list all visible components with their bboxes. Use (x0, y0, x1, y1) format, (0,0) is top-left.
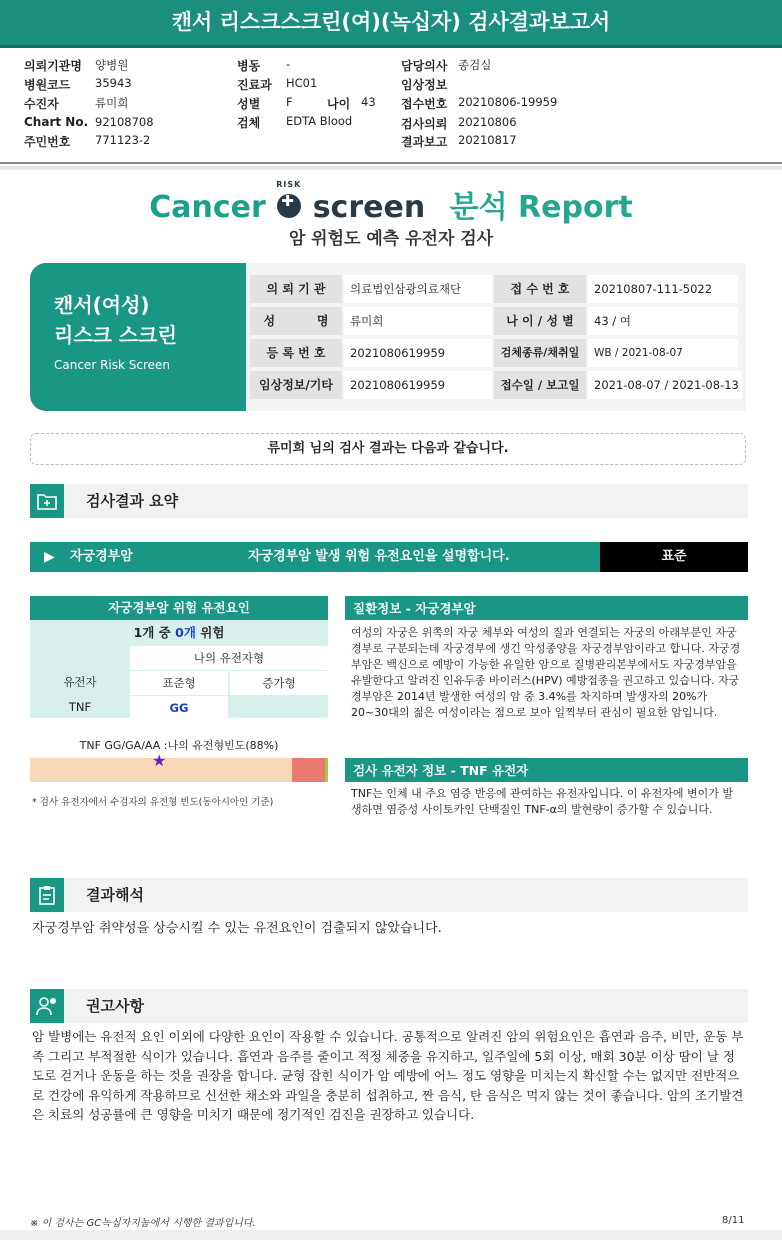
cancer-name: 자궁경부암 (70, 549, 133, 564)
report-date-value: 20210817 (458, 133, 517, 147)
status-badge: 표준 (600, 542, 748, 572)
frequency-bar (30, 758, 328, 782)
ward-label: 병동 (237, 59, 261, 73)
divider (0, 166, 782, 170)
ward-value: - (286, 57, 291, 71)
card-line1: 캔서(여성) (54, 293, 150, 317)
frequency-note: * 검사 유전자에서 수검자의 유전형 빈도(동아시아인 기준) (32, 797, 274, 808)
disease-info-box (345, 596, 748, 721)
footer-note: ※ 이 검사는 GC녹십자지놈에서 시행한 결과입니다. (30, 1218, 256, 1229)
gene-info-text: TNF는 인체 내 주요 염증 반응에 관여하는 유전자입니다. 이 유전자에 변이가 발생하면 염증성 사이토카인 단백질인 TNF-α의 발현량이 증가할 수 있습니다. (351, 787, 734, 816)
disease-info-text: 여성의 자궁은 위쪽의 자궁 체부와 여성의 질과 연결되는 자궁의 아래부분인 자궁경부로 구분되는데 자궁경부에 생긴 악성종양을 자궁경부암이라고 합니다. 자궁경부암은 백신으로 예방이 가능한 유일한 암으로 질병관리본부에서도 자궁경부암을 유발한다고 알려진 인유두종 바이러스(HPV) 예방접종을 권고하고 있습니다. 자궁경부암은 2014년 발생한 여성의 암 중 3.4%를 차지하며 발생자의 20%가 20~30대의 젊은 여성이라는 점으로 보아 일찍부터 관심이 필요한 암입니다. (351, 626, 741, 719)
dates-value: 2021-08-07 / 2021-08-13 (588, 371, 742, 399)
count-value: 0개 (175, 625, 196, 640)
brand-logo (0, 180, 782, 225)
advice-title: 권고사항 (86, 997, 144, 1015)
doctor-consult-icon (30, 989, 64, 1023)
count-suffix: 위험 (200, 625, 225, 640)
test-card (30, 263, 246, 411)
card-line3: Cancer Risk Screen (54, 358, 171, 372)
specimen-value: EDTA Blood (286, 114, 353, 128)
advice-section-header (30, 989, 748, 1023)
doctor-label: 담당의사 (401, 59, 448, 73)
frequency-label: TNF GG/GA/AA :나의 유전형빈도(88%) (79, 739, 279, 752)
frequency-bar-segment-green (325, 758, 328, 782)
request-value: 20210806 (458, 115, 517, 129)
inst-value: 의료법인삼광의료재단 (344, 275, 492, 303)
cancer-description: 자궁경부암 발생 위험 유전요인을 설명합니다. (248, 549, 510, 564)
recv-label: 접 수 번 호 (494, 275, 586, 303)
chart-value: 92108708 (95, 115, 154, 129)
result-notice: 류미희 님의 검사 결과는 다음과 같습니다. (30, 433, 746, 465)
reg-label: 등 록 번 호 (250, 339, 342, 367)
star-icon: ★ (152, 751, 167, 770)
cancer-bar (30, 542, 748, 572)
name-value: 류미희 (344, 307, 492, 335)
col-increase: 증가형 (230, 671, 328, 695)
brand-report: 분석 Report (449, 190, 633, 225)
interpretation-title: 결과해석 (86, 886, 144, 904)
examinee-label: 수진자 (24, 97, 59, 111)
summary-title: 검사결과 요약 (86, 492, 179, 510)
risk-logo-icon: ✚ RISK (276, 193, 302, 219)
brand-cancer: Cancer (149, 190, 266, 225)
sex-value: F (286, 95, 293, 109)
age-label: 나이 (327, 97, 351, 111)
genotype-table (30, 644, 328, 718)
request-label: 검사의뢰 (401, 117, 448, 131)
play-triangle-icon: ▶ (44, 549, 55, 565)
reg-value: 2021080619959 (344, 339, 492, 367)
brand-screen: screen (312, 190, 426, 225)
clin-value: 2021080619959 (344, 371, 492, 399)
name-label: 성 명 (250, 307, 342, 335)
count-prefix: 1개 중 (133, 625, 171, 640)
col-standard: 표준형 (130, 671, 228, 695)
spec-value: WB / 2021-08-07 (588, 339, 738, 367)
rrn-value: 771123-2 (95, 133, 151, 147)
agesex-value: 43 / 여 (588, 307, 738, 335)
gene-info-box (345, 758, 748, 818)
brand-risk: RISK (276, 180, 302, 189)
hospital-code-value: 35943 (95, 76, 132, 90)
dept-label: 진료과 (237, 78, 272, 92)
dates-label: 접수일 / 보고일 (494, 371, 586, 399)
chart-label: Chart No. (24, 115, 89, 129)
inst-label: 의 뢰 기 관 (250, 275, 342, 303)
gene-box-title: 자궁경부암 위험 유전요인 (30, 596, 328, 620)
gene-risk-box (30, 596, 328, 718)
standard-value: GG (130, 696, 228, 720)
agesex-label: 나 이 / 성 별 (494, 307, 586, 335)
interpretation-section-header (30, 878, 748, 912)
specimen-label: 검체 (237, 116, 261, 130)
medical-folder-icon (30, 484, 64, 518)
patient-info-block (0, 52, 782, 164)
my-genotype-header: 나의 유전자형 (130, 646, 328, 670)
hospital-code-label: 병원코드 (24, 78, 71, 92)
gene-info-title: 검사 유전자 정보 - TNF 유전자 (345, 758, 748, 782)
receipt-label: 접수번호 (401, 97, 448, 111)
institution-value: 양병원 (95, 58, 129, 72)
recv-value: 20210807-111-5022 (588, 275, 738, 303)
spec-label: 검체종류/채취일 (494, 339, 586, 367)
card-line2: 리스크 스크린 (54, 323, 177, 347)
receipt-value: 20210806-19959 (458, 95, 558, 109)
clinical-label: 임상정보 (401, 78, 448, 92)
summary-section-header (30, 484, 748, 518)
report-date-label: 결과보고 (401, 135, 448, 149)
rrn-label: 주민번호 (24, 135, 71, 149)
doctor-value: 종검실 (458, 58, 492, 72)
report-header (0, 0, 782, 48)
detail-table (246, 263, 746, 411)
clipboard-icon (30, 878, 64, 912)
age-value: 43 (361, 95, 376, 109)
footer-band (0, 1230, 782, 1240)
examinee-value: 류미희 (95, 96, 129, 110)
report-title: 캔서 리스크스크린(여)(녹십자) 검사결과보고서 (171, 10, 611, 34)
gene-name: TNF (68, 700, 92, 714)
dept-value: HC01 (286, 76, 318, 90)
advice-text: 암 발병에는 유전적 요인 이외에 다양한 요인이 작용할 수 있습니다. 공통적으로 알려진 암의 위험요인은 흡연과 음주, 비만, 운동 부족 그리고 부적절한 식이가 있습니다. 흡연과 음주를 줄이고 적정 체중을 유지하고, 일주일에 5회 이상, 매회 30분 이상 땀이 날 정도로 걷거나 운동을 하는 것을 권장을 합니다. 균형 잡힌 식이가 암 예방에 어느 정도 영향을 미치는지 확신할 수는 없지만 전반적으로 건강에 유익하게 작용하므로 신선한 채소와 과일을 충분히 섭취하고, 짠 음식, 탄 음식은 먹지 않는 것이 좋습니다. 암의 조기발견은 치료의 성공률에 큰 영향을 미치기 때문에 정기적인 검진을 권장하고 있습니다. (32, 1029, 744, 1122)
disease-info-title: 질환정보 - 자궁경부암 (345, 596, 748, 620)
clin-label: 임상정보/기타 (250, 371, 342, 399)
interpretation-text: 자궁경부암 취약성을 상승시킬 수 있는 유전요인이 검출되지 않았습니다. (32, 921, 442, 936)
institution-label: 의뢰기관명 (24, 59, 82, 73)
page-number: 8/11 (722, 1215, 745, 1226)
gene-count (30, 620, 328, 644)
subtitle: 암 위험도 예측 유전자 검사 (288, 229, 494, 249)
frequency-bar-segment-red (292, 758, 325, 782)
col-gene: 유전자 (63, 675, 97, 689)
sex-label: 성별 (237, 97, 261, 111)
